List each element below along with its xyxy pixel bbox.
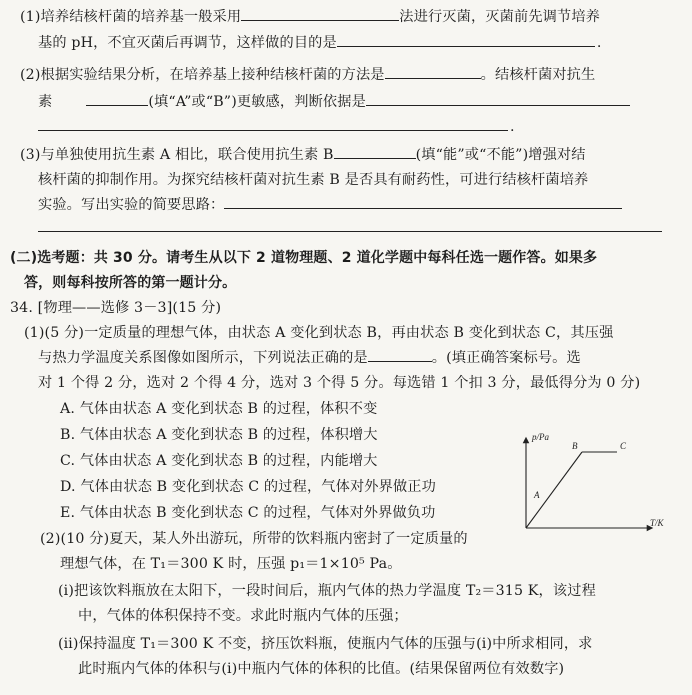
option-a[interactable]: A. 气体由状态 A 变化到状态 B 的过程，体积不变	[60, 401, 378, 417]
point-c-label: C	[620, 441, 627, 451]
q34-title: 34. [物理——选修 3－3](15 分)	[10, 300, 222, 316]
point-b-label: B	[572, 441, 578, 451]
q3-text-d: 实验。写出实验的简要思路：	[38, 197, 225, 213]
option-e[interactable]: E. 气体由状态 B 变化到状态 C 的过程，气体对外界做负功	[60, 505, 436, 521]
option-b[interactable]: B. 气体由状态 A 变化到状态 B 的过程，体积增大	[60, 427, 378, 443]
q34-p2-i-line1: (ⅰ)把该饮料瓶放在太阳下，一段时间后，瓶内气体的热力学温度 T₂＝315 K，该过程	[58, 583, 596, 599]
x-axis-label: T/K	[650, 518, 664, 528]
q3-line1	[20, 144, 586, 166]
q2-text-a: (2)根据实验结果分析，在培养基上接种结核杆菌的方法是	[20, 67, 385, 83]
q1-blank-1[interactable]	[241, 6, 399, 21]
q3-text-b: (填“能”或“不能”)增强对结	[415, 147, 586, 163]
q2-line1	[20, 64, 595, 86]
q2-blank-3[interactable]	[366, 91, 630, 106]
q2-text-c: 素	[38, 94, 53, 110]
q1-line1	[20, 6, 600, 28]
q1-text-a: (1)培养结核杆菌的培养基一般采用	[20, 9, 242, 25]
q1-text-c: 基的 pH，不宜灭菌后再调节，这样做的目的是	[38, 35, 337, 51]
option-c[interactable]: C. 气体由状态 A 变化到状态 B 的过程，内能增大	[60, 453, 378, 469]
q34-p2-line1: (2)(10 分)夏天，某人外出游玩，所带的饮料瓶内密封了一定质量的	[40, 531, 468, 547]
q3-line2	[38, 169, 588, 191]
q34-p1-line2	[38, 347, 581, 369]
q34-p2-ii-line1: (ⅱ)保持温度 T₁＝300 K 不变，挤压饮料瓶，使瓶内气体的压强与(ⅰ)中所求相同，求	[58, 636, 593, 652]
q34-p2-ii-line2: 此时瓶内气体的体积与(ⅰ)中瓶内气体的体积的比值。(结果保留两位有效数字)	[78, 661, 565, 677]
q3-text-a: (3)与单独使用抗生素 A 相比，联合使用抗生素 B	[20, 147, 334, 163]
option-d[interactable]: D. 气体由状态 B 变化到状态 C 的过程，气体对外界做正功	[60, 479, 436, 495]
q3-blank-3[interactable]	[38, 217, 662, 232]
q2-blank-4[interactable]	[38, 116, 508, 131]
q2-text-b: 。结核杆菌对抗生	[480, 67, 596, 83]
y-axis-label: p/Pa	[532, 432, 549, 442]
q34-p1-line1: (1)(5 分)一定质量的理想气体，由状态 A 变化到状态 B，再由状态 B 变化到状态 C，其压强	[24, 325, 614, 341]
q34-answer-blank[interactable]	[368, 347, 432, 362]
q3-line3	[38, 194, 622, 216]
section-heading-2: 答，则每科按所答的第一题计分。	[24, 275, 237, 291]
q34-p1-line3: 对 1 个得 2 分，选对 2 个得 4 分，选对 3 个得 5 分。每选错 1 个扣 3 分，最低得分为 0 分)	[38, 375, 641, 391]
q3-line4	[38, 217, 662, 239]
q3-text-c: 核杆菌的抑制作用。为探究结核杆菌对抗生素 B 是否具有耐药性，可进行结核杆菌培养	[38, 172, 589, 188]
q2-text-d: (填“A”或“B”)更敏感，判断依据是	[148, 94, 366, 110]
q1-line2: 基的 pH，不宜灭菌后再调节，这样做的目的是 .	[38, 32, 602, 54]
q34-p2-i-line2: 中，气体的体积保持不变。求此时瓶内气体的压强；	[78, 608, 408, 624]
point-a-label: A	[534, 490, 540, 500]
q34-p1-text-b: 与热力学温度关系图像如图所示，下列说法正确的是	[38, 350, 368, 366]
q34-p2-line2: 理想气体，在 T₁＝300 K 时，压强 p₁＝1×10⁵ Pa。	[60, 556, 402, 572]
p-t-graph	[512, 430, 692, 555]
section-heading-1: (二)选考题：共 30 分。请考生从以下 2 道物理题、2 道化学题中每科任选一题作答。如果多	[10, 250, 598, 266]
q34-p1-text-c: 。(填正确答案标号。选	[431, 350, 581, 366]
q2-blank-2[interactable]	[86, 91, 148, 106]
q1-blank-2[interactable]	[337, 32, 595, 47]
q3-blank-2[interactable]	[224, 194, 622, 209]
q1-text-b: 法进行灭菌，灭菌前先调节培养	[399, 9, 601, 25]
q2-line3: .	[38, 116, 515, 138]
q3-blank-1[interactable]	[334, 144, 416, 159]
q2-blank-1[interactable]	[385, 64, 481, 79]
q2-line2	[38, 91, 630, 113]
